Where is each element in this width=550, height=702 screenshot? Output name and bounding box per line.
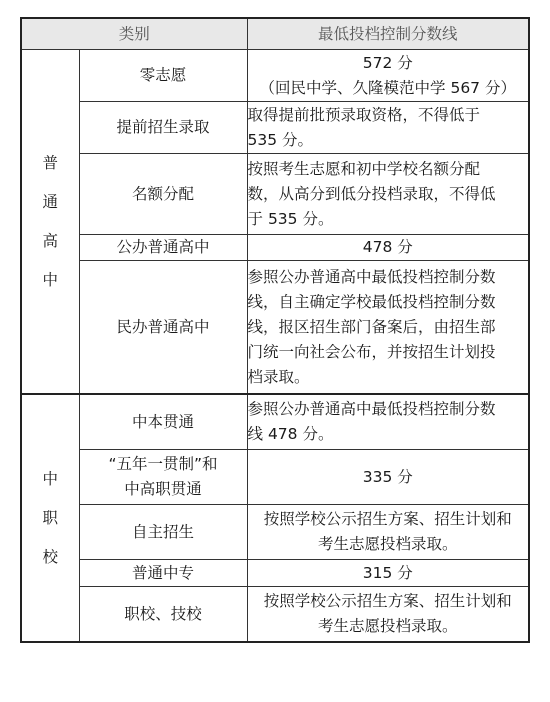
row-threshold: 参照公办普通高中最低投档控制分数 线 478 分。: [247, 394, 529, 450]
row-category: 公办普通高中: [79, 235, 247, 261]
group-general-high-school: 普 通 高 中: [21, 50, 79, 395]
row-threshold: 参照公办普通高中最低投档控制分数 线，自主确定学校最低投档控制分数 线，报区招生部门备案后，由招生部 门统一向社会公布，并按招生计划投 档录取。: [247, 261, 529, 395]
row-category: 普通中专: [79, 560, 247, 587]
row-threshold: 按照学校公示招生方案、招生计划和 考生志愿投档录取。: [247, 587, 529, 643]
row-threshold: 按照学校公示招生方案、招生计划和 考生志愿投档录取。: [247, 505, 529, 560]
row-category: 名额分配: [79, 154, 247, 235]
header-threshold: 最低投档控制分数线: [247, 18, 529, 50]
row-threshold: 315 分: [247, 560, 529, 587]
table-row: [21, 50, 529, 102]
row-category: 自主招生: [79, 505, 247, 560]
table-row: [21, 560, 529, 587]
row-category: 中本贯通: [79, 394, 247, 450]
table-row: [21, 154, 529, 235]
group-vocational-school: 中 职 校: [21, 394, 79, 642]
row-threshold: 335 分: [247, 450, 529, 505]
row-threshold: 按照考生志愿和初中学校名额分配 数，从高分到低分投档录取，不得低 于 535 分。: [247, 154, 529, 235]
row-threshold: 取得提前批预录取资格，不得低于 535 分。: [247, 102, 529, 154]
row-category: 民办普通高中: [79, 261, 247, 395]
row-category: 提前招生录取: [79, 102, 247, 154]
row-category: “五年一贯制”和 中高职贯通: [79, 450, 247, 505]
row-threshold: 478 分: [247, 235, 529, 261]
table-row: [21, 261, 529, 395]
table-row: [21, 505, 529, 560]
row-category: 零志愿: [79, 50, 247, 102]
table-row: [21, 235, 529, 261]
table-row: [21, 587, 529, 643]
header-category: 类别: [21, 18, 247, 50]
row-category: 职校、技校: [79, 587, 247, 643]
admission-score-table: [20, 17, 530, 643]
row-threshold: 572 分 （回民中学、久隆模范中学 567 分）: [247, 50, 529, 102]
table-row: [21, 394, 529, 450]
table-header-row: [21, 18, 529, 50]
table-row: [21, 450, 529, 505]
table-row: [21, 102, 529, 154]
